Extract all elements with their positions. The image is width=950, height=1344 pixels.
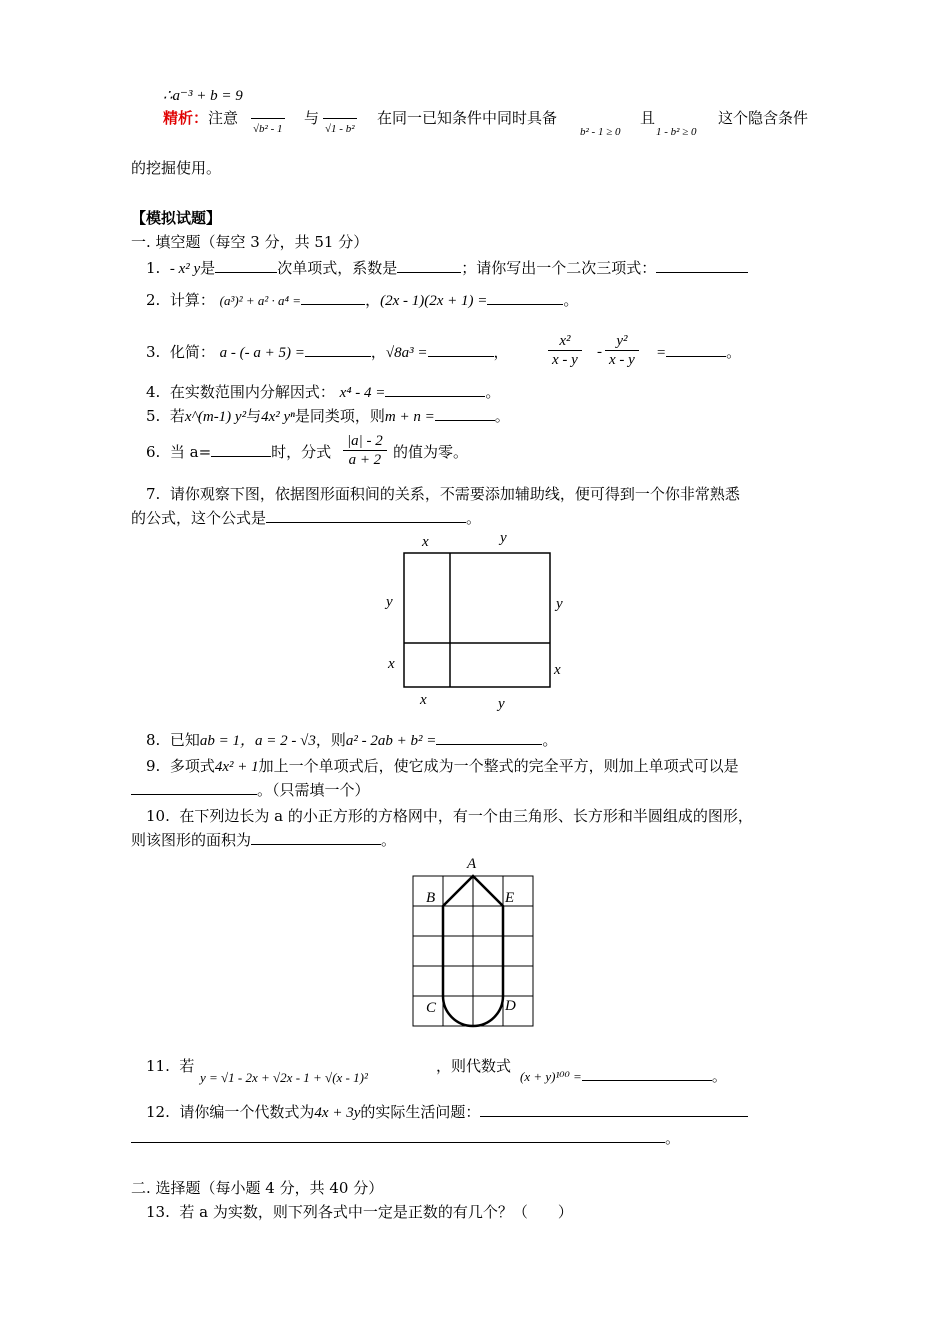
q3-blank-2 <box>428 342 494 357</box>
and-word: 与 <box>304 109 320 127</box>
label-B: B <box>426 890 436 906</box>
grid-figure <box>400 852 550 1032</box>
fig7-bottom-x: x <box>420 692 427 708</box>
q6-start: 6. 当 a= 时，分式 <box>146 443 332 461</box>
part1-title: 一. 填空题（每空 3 分，共 51 分） <box>131 233 369 251</box>
q9-blank <box>131 780 257 795</box>
q8: 8. 已知ab = 1，a = 2 - √3，则a² - 2ab + b² = 。 <box>146 731 558 749</box>
q10-blank <box>251 830 381 845</box>
q5-blank <box>435 406 495 421</box>
q3-blank-1 <box>305 342 371 357</box>
q3-blank-3 <box>666 342 726 357</box>
q1-blank-3 <box>656 258 748 273</box>
label-D: D <box>505 998 516 1014</box>
q2-blank-1 <box>301 290 365 305</box>
q12-blank-1 <box>480 1102 748 1117</box>
condition-2: 1 - b² ≥ 0 <box>656 126 697 138</box>
q7-line2: 的公式，这个公式是 。 <box>131 509 482 527</box>
condition-1: b² - 1 ≥ 0 <box>580 126 621 138</box>
q3-minus: - <box>597 344 602 360</box>
q4: 4. 在实数范围内分解因式： x⁴ - 4 = 。 <box>146 383 501 401</box>
q10-line1: 10. 在下列边长为 a 的小正方形的方格网中，有一个由三角形、长方形和半圆组成的图形， <box>146 807 753 825</box>
q4-blank <box>385 382 485 397</box>
q11-expr: y = √1 - 2x + √2x - 1 + √(x - 1)² <box>200 1070 368 1085</box>
q6-end: 的值为零。 <box>393 443 469 461</box>
q11-expr2: (x + y)¹⁰⁰ = 。 <box>520 1066 727 1087</box>
q1: 1. - x² y是 次单项式，系数是 ；请你写出一个二次三项式： <box>146 258 748 279</box>
q7-blank <box>266 508 466 523</box>
label-E: E <box>505 890 515 906</box>
q6-fraction: $\frac{|a| - 2}{a + 2}$ <box>343 432 387 469</box>
fig7-top-y: y <box>500 530 507 546</box>
q3-end: = 。 <box>656 343 742 361</box>
q10-line2: 则该图形的面积为 。 <box>131 831 397 849</box>
q12-line1: 12. 请你编一个代数式为4x + 3y的实际生活问题： <box>146 1102 748 1123</box>
analysis-label: 精析：注意 <box>163 109 239 127</box>
q12-blank-2 <box>131 1128 665 1143</box>
q1-blank-2 <box>397 258 461 273</box>
q3: 3. 化简： a - (- a + 5) = ，√8a³ = ， <box>146 343 509 361</box>
fig7-right-y: y <box>556 596 563 612</box>
q2: 2. 计算： (a³)² + a² · a⁴ = ，(2x - 1)(2x + 1) = 。 <box>146 291 579 309</box>
area-figure <box>380 526 580 716</box>
q3-fraction-2: $\frac{\text{y²}}{x - y}$ <box>605 332 639 369</box>
analysis-text-2: 在同一已知条件中同时具备 <box>377 109 558 127</box>
analysis-text: 注意 <box>208 109 239 127</box>
sqrt-expr-2: √1 - b² <box>323 118 357 139</box>
fig7-bottom-y: y <box>498 696 505 712</box>
q1-blank-1 <box>215 258 277 273</box>
q6-blank <box>211 442 271 457</box>
conclusion: ∴a⁻³ + b = 9 <box>163 88 243 104</box>
label-C: C <box>426 1000 437 1016</box>
analysis-text-4: 的挖掘使用。 <box>131 159 222 177</box>
qie-word: 且 <box>640 109 656 127</box>
outer-square <box>404 553 550 687</box>
q7-line1: 7. 请你观察下图，依据图形面积间的关系，不需要添加辅助线，便可得到一个你非常熟悉 <box>146 485 740 503</box>
q5: 5. 若x^(m-1) y²与4x² yⁿ是同类项，则m + n = 。 <box>146 407 510 425</box>
q2-blank-2 <box>487 290 563 305</box>
fig7-left-x: x <box>388 656 395 672</box>
q9-line1: 9. 多项式4x² + 1加上一个单项式后，使它成为一个整式的完全平方，则加上单项式可以是 <box>146 757 739 775</box>
sqrt-expr-1: √b² - 1 <box>251 118 285 139</box>
q9-line2: 。（只需填一个） <box>131 780 370 800</box>
part2-title: 二. 选择题（每小题 4 分，共 40 分） <box>131 1179 384 1197</box>
label-A: A <box>467 856 477 872</box>
q11-start: 11. 若 <box>146 1057 195 1075</box>
q3-fraction-1: $\frac{\text{x²}}{x - y}$ <box>548 332 582 369</box>
q8-blank <box>436 730 542 745</box>
analysis-text-3: 这个隐含条件 <box>718 109 809 127</box>
q13: 13. 若 a 为实数，则下列各式中一定是正数的有几个？（ ） <box>146 1203 573 1221</box>
q11-blank <box>582 1066 712 1081</box>
fig7-top-x: x <box>422 534 429 550</box>
q12-line2: 。 <box>131 1128 680 1148</box>
section-header: 【模拟试题】 <box>131 209 222 227</box>
fig7-left-y: y <box>386 594 393 610</box>
q11-text: ，则代数式 <box>436 1057 512 1075</box>
fig7-right-x: x <box>554 662 561 678</box>
